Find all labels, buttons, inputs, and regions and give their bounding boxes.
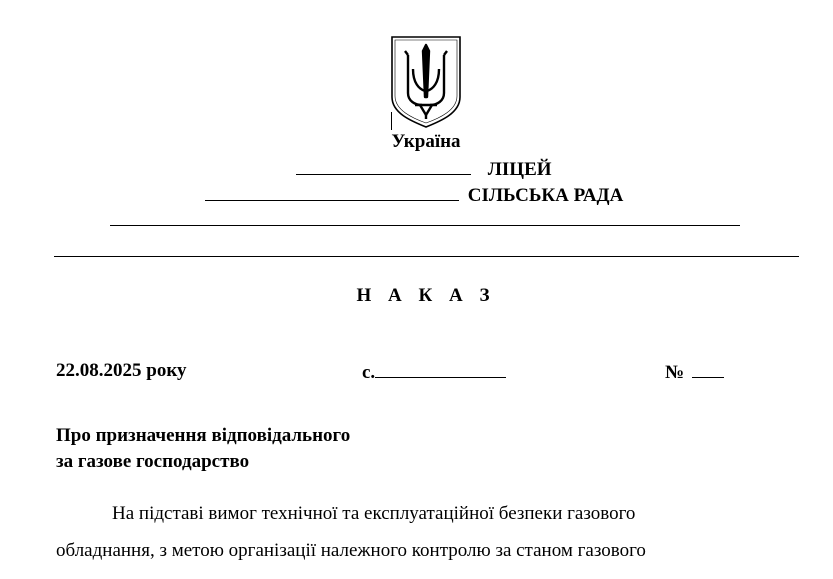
ukraine-trident-coat-of-arms-icon xyxy=(389,35,463,129)
text-cursor xyxy=(391,112,392,130)
place-blank[interactable] xyxy=(375,360,506,378)
header-divider xyxy=(54,256,799,257)
council-line xyxy=(205,183,623,207)
number-blank[interactable] xyxy=(692,360,724,378)
body-paragraph-line-2: обладнання, з метою організації належного контролю за станом газового xyxy=(56,540,646,561)
body-paragraph-line-1: На підставі вимог технічної та експлуатаційної безпеки газового xyxy=(112,503,636,524)
school-name-blank[interactable] xyxy=(296,157,471,175)
country-name: Україна xyxy=(391,131,461,152)
council-name-blank[interactable] xyxy=(205,183,459,201)
address-blank-line[interactable] xyxy=(110,225,740,226)
school-type: ЛІЦЕЙ xyxy=(487,159,552,180)
council-type: СІЛЬСЬКА РАДА xyxy=(467,185,624,206)
number-prefix: № xyxy=(665,362,685,383)
order-subject-line-2: за газове господарство xyxy=(56,451,250,472)
place-prefix: с. xyxy=(362,362,376,383)
order-title: Н А К А З xyxy=(356,285,496,306)
order-subject-line-1: Про призначення відповідального xyxy=(56,425,351,446)
school-line xyxy=(296,157,552,181)
order-date: 22.08.2025 року xyxy=(56,360,187,381)
order-place xyxy=(362,360,506,384)
order-number xyxy=(665,360,724,384)
